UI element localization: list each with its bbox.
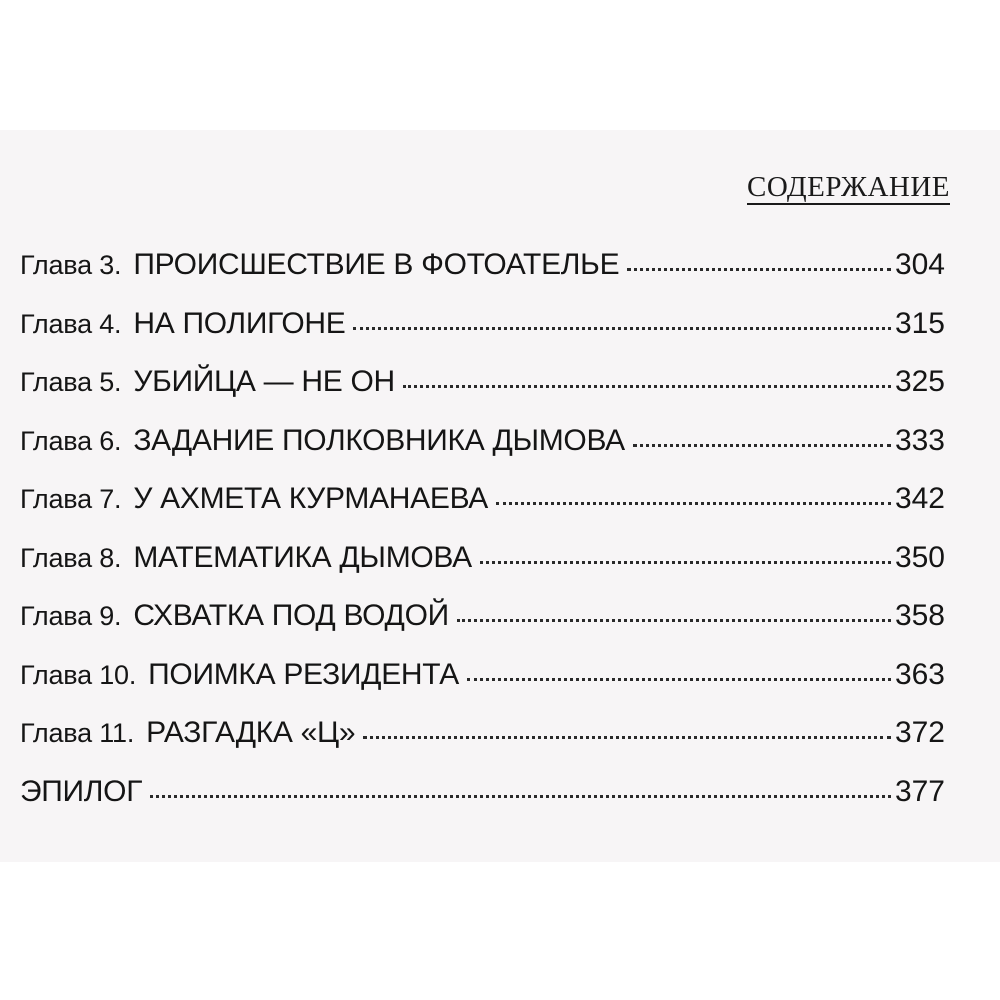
- page-number: 304: [894, 248, 945, 281]
- chapter-number: Глава 8.: [20, 542, 122, 573]
- chapter-title: РАЗГАДКА «Ц»: [146, 716, 356, 749]
- chapter-title: ЗАДАНИЕ ПОЛКОВНИКА ДЫМОВА: [133, 423, 625, 457]
- page-number: 342: [894, 482, 945, 515]
- chapter-title: УБИЙЦА — НЕ ОН: [133, 365, 395, 398]
- dot-leader: [627, 268, 891, 271]
- dot-leader: [363, 736, 891, 739]
- toc-entry: [20, 307, 945, 366]
- dot-leader: [457, 619, 891, 622]
- chapter-number: Глава 11.: [20, 718, 135, 748]
- chapter-number: Глава 7.: [20, 484, 122, 514]
- toc-entry: [20, 424, 945, 483]
- page-number: 358: [894, 599, 945, 632]
- chapter-number: Глава 6.: [20, 425, 122, 456]
- page-number: 333: [894, 423, 945, 457]
- dot-leader: [403, 385, 891, 388]
- chapter-title: ПОИМКА РЕЗИДЕНТА: [148, 657, 460, 691]
- toc-entry: [20, 248, 945, 307]
- chapter-title: У АХМЕТА КУРМАНАЕВА: [133, 482, 488, 515]
- dot-leader: [150, 795, 891, 798]
- dot-leader: [633, 444, 891, 447]
- chapter-number: Глава 9.: [20, 601, 122, 631]
- chapter-title: ПРОИСШЕСТВИЕ В ФОТОАТЕЛЬЕ: [133, 248, 620, 281]
- dot-leader: [480, 561, 891, 564]
- chapter-title: МАТЕМАТИКА ДЫМОВА: [133, 540, 472, 574]
- page-number: 377: [894, 774, 945, 808]
- chapter-number: Глава 3.: [20, 250, 122, 280]
- chapter-title: ЭПИЛОГ: [20, 774, 143, 808]
- page-number: 315: [894, 306, 945, 340]
- toc-entry: [20, 365, 945, 424]
- chapter-number: Глава 4.: [20, 308, 122, 339]
- chapter-number: Глава 5.: [20, 367, 122, 397]
- contents-heading: СОДЕРЖАНИЕ: [747, 171, 950, 203]
- toc-entry: [20, 541, 945, 600]
- dot-leader: [496, 502, 891, 505]
- dot-leader: [467, 678, 891, 681]
- chapter-number: Глава 10.: [20, 659, 137, 690]
- chapter-title: СХВАТКА ПОД ВОДОЙ: [133, 599, 449, 632]
- book-page: [0, 130, 1000, 862]
- chapter-title: НА ПОЛИГОНЕ: [133, 306, 346, 340]
- page-number: 325: [894, 365, 945, 398]
- page-number: 372: [894, 716, 945, 749]
- table-of-contents: [20, 248, 945, 833]
- page-number: 350: [894, 540, 945, 574]
- toc-entry: [20, 599, 945, 658]
- dot-leader: [353, 327, 890, 330]
- page-number: 363: [894, 657, 945, 691]
- toc-entry: [20, 658, 945, 717]
- toc-entry: [20, 775, 945, 834]
- toc-entry: [20, 482, 945, 541]
- toc-entry: [20, 716, 945, 775]
